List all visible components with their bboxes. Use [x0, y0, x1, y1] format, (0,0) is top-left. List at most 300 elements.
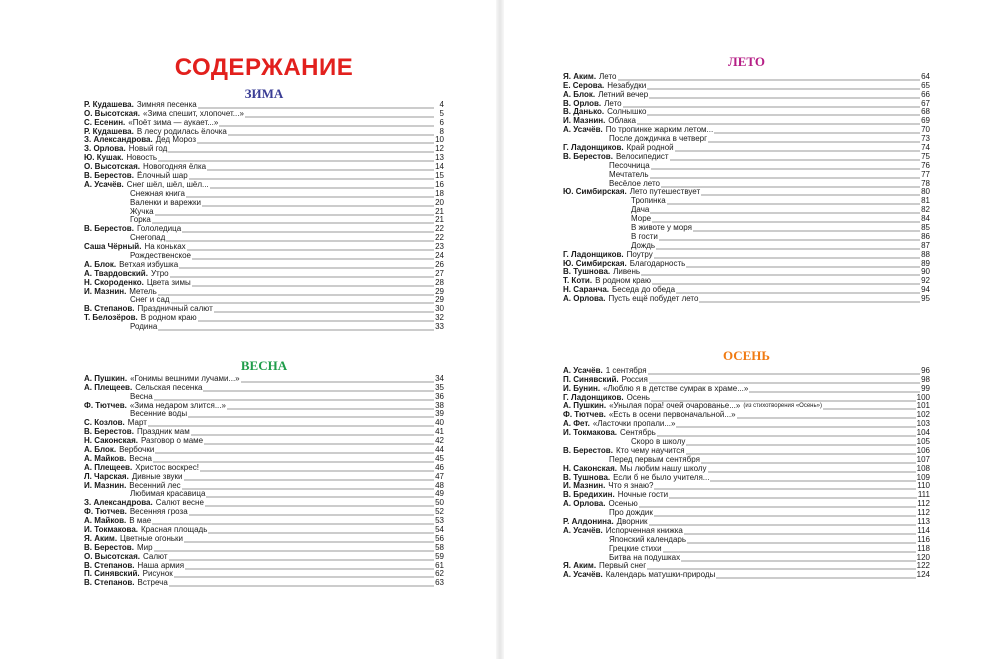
entry-title: Жучка: [130, 206, 154, 216]
entry-page-number: 100: [916, 392, 930, 402]
toc-entry: [84, 269, 444, 278]
entry-title: Что я знаю?: [608, 481, 654, 491]
entry-title: Битва на подушках: [609, 552, 681, 562]
toc-entry: [84, 525, 444, 534]
toc-entry: [84, 207, 444, 216]
entry-title: Сентябрь: [620, 428, 656, 438]
toc-entry: [84, 374, 444, 383]
entry-title: Тропинка: [631, 196, 666, 206]
dot-leader: [155, 446, 434, 454]
entry-page-number: 75: [921, 152, 930, 161]
entry-page-number: 33: [435, 322, 444, 332]
entry-page-number: 48: [435, 480, 444, 490]
entry-title: Март: [127, 418, 147, 428]
entry-title: Мы любим нашу школу: [619, 463, 707, 473]
dot-leader: [669, 491, 917, 499]
section-title-winter: ЗИМА: [244, 86, 284, 101]
dot-leader: [179, 261, 434, 269]
entry-author: Н. Саранча.: [563, 285, 610, 295]
dot-leader: [158, 323, 434, 331]
entry-page-number: 73: [921, 134, 930, 144]
dot-leader: [647, 82, 920, 90]
entry-author: А. Усачёв.: [563, 526, 603, 535]
dot-leader: [686, 438, 915, 446]
dot-leader: [228, 128, 434, 136]
dot-leader: [184, 473, 435, 481]
entry-author: Я. Аким.: [84, 534, 118, 543]
toc-entry: [84, 144, 444, 153]
toc-entry: [563, 99, 930, 108]
entry-title: Первый снег: [599, 561, 647, 571]
entry-page-number: 96: [921, 366, 930, 375]
entry-title: Благодарность: [629, 258, 686, 268]
toc-entry: [563, 384, 930, 393]
dot-leader: [168, 145, 434, 153]
entry-author: Ф. Тютчев.: [563, 410, 606, 420]
entry-page-number: 8: [439, 126, 444, 136]
entry-page-number: 95: [921, 294, 930, 304]
dot-leader: [654, 509, 916, 517]
toc-entry: [563, 108, 930, 117]
entry-author: А. Пушкин.: [563, 401, 607, 411]
dot-leader: [701, 456, 916, 464]
dot-leader: [647, 108, 920, 116]
toc-entry: [84, 304, 444, 313]
toc-entry: [563, 428, 930, 437]
entry-title: Валенки и варежки: [130, 197, 201, 207]
dot-leader: [676, 420, 915, 428]
entry-title: Новогодняя ёлка: [143, 162, 207, 172]
entry-page-number: 30: [435, 304, 444, 314]
toc-entry: [84, 100, 444, 109]
toc-entry: [84, 436, 444, 445]
entry-page-number: 74: [921, 143, 930, 153]
entry-author: З. Александрова.: [84, 498, 153, 508]
toc-entry: [84, 242, 444, 251]
entry-title: На коньках: [144, 242, 186, 252]
entry-page-number: 22: [435, 224, 444, 234]
dot-leader: [637, 117, 920, 125]
dot-leader: [649, 376, 920, 384]
entry-page-number: 85: [921, 223, 930, 233]
dot-leader: [676, 286, 920, 294]
entry-title: Красная площадь: [141, 525, 208, 535]
dot-leader: [714, 126, 920, 134]
toc-entry: [563, 241, 930, 250]
entry-title: Христос воскрес!: [135, 462, 199, 472]
entry-title: Дождь: [631, 240, 656, 250]
entry-title: Японский календарь: [609, 534, 687, 544]
toc-entry: [84, 383, 444, 392]
entry-title: Про дождик: [609, 508, 653, 518]
entry-title: Календарь матушки-природы: [605, 570, 716, 580]
entry-title: Сельская песенка: [135, 382, 203, 392]
entry-page-number: 39: [435, 409, 444, 419]
entry-page-number: 76: [921, 160, 930, 170]
dot-leader: [184, 535, 434, 543]
entry-page-number: 61: [435, 560, 444, 570]
entry-title: Снег и сад: [130, 295, 170, 305]
entry-page-number: 21: [435, 206, 444, 216]
dot-leader: [182, 225, 434, 233]
toc-entry: [84, 490, 444, 499]
entry-page-number: 20: [435, 197, 444, 207]
entry-title: «Поёт зима — аукает...»: [128, 117, 219, 127]
entry-author: П. Синявский.: [84, 569, 140, 579]
toc-entry: [563, 214, 930, 223]
toc-entry: [84, 578, 444, 587]
toc-entry: [84, 118, 444, 127]
entry-title: Снег шёл, шёл, шёл...: [126, 180, 209, 189]
entry-author: А. Майков.: [84, 454, 127, 463]
dot-leader: [197, 136, 434, 144]
dot-leader: [708, 135, 920, 143]
dot-leader: [198, 101, 434, 109]
entry-page-number: 38: [435, 400, 444, 410]
toc-entry: [84, 251, 444, 260]
entry-page-number: 80: [921, 187, 930, 197]
toc-entry: [84, 454, 444, 463]
entry-title: Ветхая избушка: [119, 260, 179, 269]
toc-entry: [563, 482, 930, 491]
dot-leader: [170, 270, 434, 278]
dot-leader: [650, 171, 920, 179]
dot-leader: [208, 526, 434, 534]
entry-title: «Гонимы вешними лучами...»: [130, 374, 240, 383]
entry-title: Цветные огоньки: [120, 534, 184, 543]
dot-leader: [647, 562, 915, 570]
entry-author: А. Твардовский.: [84, 268, 148, 278]
toc-entry: [84, 162, 444, 171]
entry-title: Весёлое лето: [609, 178, 660, 188]
entry-author: Я. Аким.: [563, 561, 597, 571]
entry-title: Весенний лес: [129, 480, 181, 490]
entry-note: (из стихотворения «Осень»): [743, 403, 822, 410]
toc-entry: [84, 127, 444, 136]
entry-title: «Люблю я в детстве сумрак в храме...»: [603, 383, 749, 393]
toc-entry: [563, 276, 930, 285]
entry-page-number: 69: [921, 116, 930, 126]
toc-entry: [563, 134, 930, 143]
entry-title: Снежная книга: [130, 188, 185, 198]
entry-page-number: 54: [435, 525, 444, 535]
dot-leader: [166, 234, 434, 242]
entry-page-number: 86: [921, 232, 930, 241]
entry-author: Ф. Тютчев.: [84, 507, 127, 517]
entry-author: А. Плещеев.: [84, 382, 133, 392]
entry-title: Весна: [130, 391, 153, 401]
entry-page-number: 92: [921, 276, 930, 286]
entry-title: Цвета зимы: [146, 277, 191, 287]
entry-title: Ливень: [613, 267, 641, 277]
dot-leader: [681, 554, 916, 562]
entry-page-number: 113: [917, 517, 930, 527]
entry-author: А. Блок.: [563, 89, 596, 99]
toc-entry: [84, 198, 444, 207]
entry-page-number: 104: [916, 428, 930, 438]
entry-title: 1 сентября: [605, 366, 647, 375]
toc-entry: [84, 392, 444, 401]
toc-entry: [563, 544, 930, 553]
dot-leader: [716, 571, 915, 579]
toc-entry: [84, 216, 444, 225]
dot-leader: [650, 206, 920, 214]
entry-page-number: 14: [435, 162, 444, 172]
entry-page-number: 59: [435, 551, 444, 561]
entry-author: Р. Кудашева.: [84, 126, 134, 136]
dot-leader: [710, 474, 915, 482]
entry-page-number: 114: [917, 526, 930, 535]
dot-leader: [174, 570, 434, 578]
toc-entry: [84, 534, 444, 543]
toc-entry: [563, 170, 930, 179]
entry-title: В мае: [129, 516, 152, 526]
dot-leader: [154, 544, 434, 552]
entry-author: В. Данько.: [563, 107, 605, 117]
toc-entry: [563, 455, 930, 464]
entry-page-number: 103: [916, 419, 930, 429]
toc-entry: [563, 259, 930, 268]
toc-entry: [563, 499, 930, 508]
dot-leader: [649, 91, 920, 99]
toc-entry: [84, 278, 444, 287]
entry-author: В. Бредихин.: [563, 490, 615, 500]
entry-author: И. Токмакова.: [563, 428, 617, 438]
entry-title: Море: [631, 214, 652, 224]
entry-title: Кто чему научится: [615, 446, 685, 455]
dot-leader: [171, 296, 434, 304]
entry-page-number: 98: [921, 374, 930, 384]
dot-leader: [204, 437, 434, 445]
entry-page-number: 29: [435, 295, 444, 305]
dot-leader: [158, 154, 434, 162]
entry-page-number: 13: [435, 153, 444, 163]
entry-author: А. Майков.: [84, 516, 127, 526]
toc-entry: [84, 296, 444, 305]
entry-title: Метель: [129, 286, 157, 296]
entry-page-number: 111: [917, 490, 930, 500]
entry-author: В. Степанов.: [84, 560, 135, 570]
toc-entry: [84, 516, 444, 525]
entry-title: Зимняя песенка: [136, 100, 197, 109]
entry-title: Летний вечер: [598, 89, 649, 99]
toc-entry: [563, 490, 930, 499]
toc-entry: [84, 287, 444, 296]
entry-title: «Унылая пора! очей очарованье...»: [609, 401, 741, 411]
entry-author: И. Мазнин.: [563, 481, 606, 491]
section-list-autumn: [563, 366, 930, 579]
entry-title: Гололедица: [136, 224, 182, 234]
entry-title: Перед первым сентября: [609, 454, 700, 464]
toc-entry: [84, 543, 444, 552]
entry-author: Н. Скороденко.: [84, 277, 144, 287]
toc-entry: [84, 136, 444, 145]
entry-author: И. Мазнин.: [563, 116, 606, 126]
toc-entry: [84, 313, 444, 322]
entry-page-number: 118: [917, 543, 930, 553]
entry-page-number: 42: [435, 436, 444, 446]
entry-title: Осенью: [608, 499, 638, 509]
entry-title: Ёлочный шар: [136, 171, 188, 181]
dot-leader: [659, 233, 920, 241]
entry-page-number: 81: [921, 196, 930, 206]
entry-title: Дача: [631, 205, 650, 215]
entry-author: Я. Аким.: [563, 72, 597, 81]
dot-leader: [654, 482, 916, 490]
entry-page-number: 15: [435, 171, 444, 181]
entry-title: Поутру: [626, 249, 653, 259]
entry-author: В. Берестов.: [84, 224, 134, 234]
entry-author: О. Высотская.: [84, 162, 141, 172]
entry-title: В родном краю: [140, 313, 197, 323]
toc-entry: [563, 526, 930, 535]
toc-entry: [84, 552, 444, 561]
dot-leader: [661, 180, 920, 188]
toc-entry: [84, 410, 444, 419]
entry-title: Рождественское: [130, 251, 191, 261]
toc-entry: [84, 570, 444, 579]
section-list-spring: [84, 374, 444, 587]
dot-leader: [749, 385, 920, 393]
entry-title: Край родной: [626, 143, 674, 153]
entry-page-number: 87: [921, 240, 930, 250]
entry-title: В гости: [631, 232, 658, 241]
entry-page-number: 62: [435, 569, 444, 579]
entry-author: Т. Белозёров.: [84, 313, 138, 323]
entry-author: И. Токмакова.: [84, 525, 138, 535]
entry-author: Ю. Симбирская.: [563, 258, 627, 268]
entry-page-number: 94: [921, 285, 930, 295]
entry-title: Лето: [599, 72, 617, 81]
entry-author: С. Козлов.: [84, 418, 125, 428]
entry-page-number: 124: [916, 570, 930, 580]
entry-author: И. Мазнин.: [84, 480, 127, 490]
entry-page-number: 53: [435, 516, 444, 526]
entry-author: О. Высотская.: [84, 108, 141, 118]
entry-page-number: 99: [921, 383, 930, 393]
entry-author: О. Высотская.: [84, 551, 141, 561]
dot-leader: [192, 252, 434, 260]
entry-page-number: 35: [435, 382, 444, 392]
entry-title: Рисунок: [142, 569, 173, 579]
entry-page-number: 21: [435, 215, 444, 225]
toc-entry: [563, 223, 930, 232]
toc-entry: [84, 507, 444, 516]
dot-leader: [152, 216, 434, 224]
entry-title: Салют: [143, 551, 168, 561]
entry-page-number: 4: [439, 100, 444, 109]
dot-leader: [192, 279, 434, 287]
entry-page-number: 102: [916, 410, 930, 420]
dot-leader: [651, 394, 916, 402]
entry-author: А. Блок.: [84, 445, 117, 455]
entry-author: С. Есенин.: [84, 117, 126, 127]
toc-entry: [563, 570, 930, 579]
entry-title: Солнышко: [607, 107, 647, 117]
entry-page-number: 105: [916, 437, 930, 447]
toc-entry: [563, 410, 930, 419]
toc-entry: [84, 463, 444, 472]
dot-leader: [648, 367, 920, 375]
entry-page-number: 41: [435, 427, 444, 437]
dot-leader: [185, 562, 434, 570]
dot-leader: [684, 527, 916, 535]
entry-page-number: 68: [921, 107, 930, 117]
entry-author: А. Орлова.: [563, 499, 606, 509]
dot-leader: [153, 455, 434, 463]
toc-entry: [563, 419, 930, 428]
entry-page-number: 6: [439, 117, 444, 127]
dot-leader: [191, 428, 434, 436]
dot-leader: [686, 260, 920, 268]
entry-title: Утро: [150, 268, 169, 278]
entry-page-number: 29: [435, 286, 444, 296]
entry-title: Мир: [136, 542, 153, 552]
entry-author: В. Степанов.: [84, 578, 135, 588]
toc-entry: [563, 232, 930, 241]
entry-author: В. Тушнова.: [563, 472, 611, 482]
dot-leader: [823, 402, 916, 410]
entry-title: Испорченная книжка: [605, 526, 683, 535]
entry-page-number: 45: [435, 454, 444, 463]
toc-entry: [563, 125, 930, 134]
entry-page-number: 24: [435, 251, 444, 261]
entry-author: Саша Чёрный.: [84, 242, 142, 252]
toc-entry: [84, 109, 444, 118]
dot-leader: [169, 579, 434, 587]
entry-title: Новый год: [128, 144, 168, 154]
entry-page-number: 78: [921, 178, 930, 188]
toc-entry: [563, 116, 930, 125]
entry-title: Мечтатель: [609, 169, 649, 179]
dot-leader: [189, 508, 434, 516]
toc-entry: [563, 90, 930, 99]
entry-author: А. Усачёв.: [84, 180, 124, 189]
dot-leader: [701, 188, 920, 196]
entry-title: В животе у моря: [631, 223, 692, 233]
entry-page-number: 77: [921, 169, 930, 179]
entry-title: Россия: [621, 374, 648, 384]
entry-title: В лесу родилась ёлочка: [136, 126, 227, 136]
dot-leader: [651, 162, 920, 170]
entry-page-number: 28: [435, 277, 444, 287]
toc-entry: [84, 233, 444, 242]
entry-author: И. Мазнин.: [84, 286, 127, 296]
entry-title: Осень: [626, 392, 650, 402]
entry-author: А. Усачёв.: [563, 570, 603, 580]
entry-author: Н. Саконская.: [563, 463, 617, 473]
dot-leader: [241, 375, 434, 383]
toc-entry: [84, 498, 444, 507]
entry-title: Праздник мам: [136, 427, 190, 437]
entry-title: Песочница: [609, 160, 650, 170]
toc-entry: [84, 445, 444, 454]
section-list-winter: [84, 100, 444, 331]
entry-page-number: 116: [917, 534, 930, 544]
entry-title: Весна: [129, 454, 152, 463]
entry-title: Весенние воды: [130, 409, 188, 419]
dot-leader: [663, 545, 917, 553]
entry-title: Беседа до обеда: [612, 285, 676, 295]
toc-entry: [563, 366, 930, 375]
toc-entry: [563, 72, 930, 81]
dot-leader: [654, 251, 920, 259]
entry-author: Р. Алдонина.: [563, 517, 614, 527]
entry-author: Л. Чарская.: [84, 471, 129, 481]
dot-leader: [657, 429, 916, 437]
entry-page-number: 34: [435, 374, 444, 383]
dot-leader: [652, 215, 920, 223]
